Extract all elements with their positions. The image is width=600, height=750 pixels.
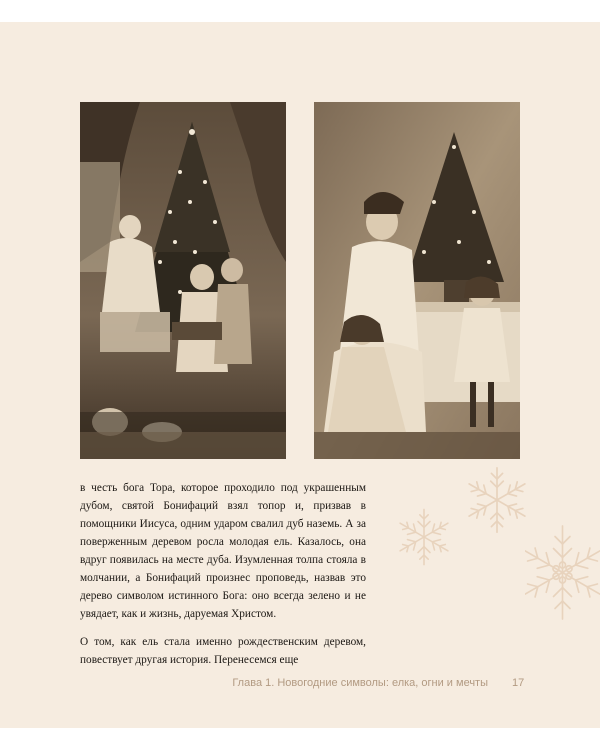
vintage-photo-children-christmas-tree <box>80 102 286 459</box>
page-footer <box>0 677 600 697</box>
snowflake-icon <box>525 520 600 625</box>
page-number: 17 <box>512 677 525 689</box>
photo-right-illustration <box>314 102 520 459</box>
paragraph: О том, как ель стала именно рождественским деревом, повествует другая история. Перенесемся еще <box>80 636 366 666</box>
book-page <box>0 22 600 728</box>
vintage-photo-mother-daughters-tree <box>314 102 520 459</box>
snowflake-icon <box>394 507 454 567</box>
photo-left-illustration <box>80 102 286 459</box>
snowflake-icon <box>462 465 532 535</box>
body-text <box>80 459 366 669</box>
chapter-title: Глава 1. Новогодние символы: елка, огни и мечты <box>232 677 488 689</box>
paragraph: в честь бога Тора, которое проходило под украшенным дубом, святой Бонифаций взял топор и, призвав в помощники Иисуса, одним ударом свалил дуб наземь. А за поверженным деревом росла молодая ель. Казалось, она вдруг появилась на месте дуба. Изумленная толпа стояла в молчании, а Бонифаций произнес проповедь, назвав это дерево символом истинного Бога: оно всегда зелено и не увядает, как и жизнь, даруемая Христом. <box>80 482 366 620</box>
